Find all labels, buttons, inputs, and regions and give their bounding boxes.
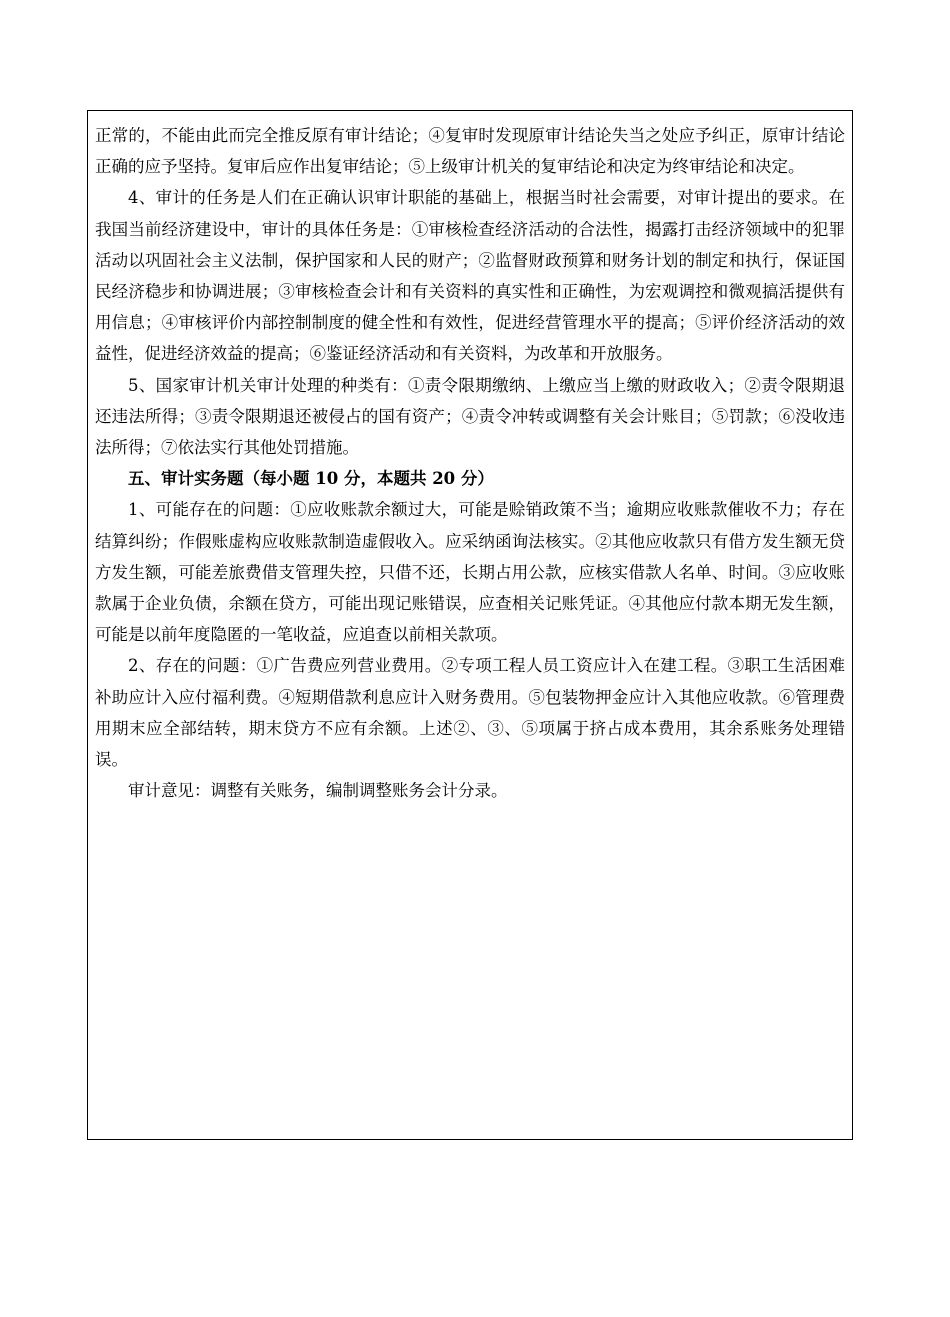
- paragraph-audit-penalties: 5、国家审计机关审计处理的种类有：①责令限期缴纳、上缴应当上缴的财政收入；②责令限期退还违法所得；③责令限期退还被侵占的国有资产；④责令冲转或调整有关会计账目；⑤罚款；⑥没收违法所得；⑦依法实行其他处罚措施。: [95, 375, 845, 458]
- paragraph-audit-opinion: 审计意见：调整有关账务，编制调整账务会计分录。: [128, 781, 508, 801]
- paragraph-audit-tasks: 4、审计的任务是人们在正确认识审计职能的基础上，根据当时社会需要，对审计提出的要求。在我国当前经济建设中，审计的具体任务是：①审核检查经济活动的合法性，揭露打击经济领域中的犯罪活动以巩固社会主义法制，保护国家和人民的财产；②监督财政预算和财务计划的制定和执行，保证国民经济稳步和协调进展；③审核检查会计和有关资料的真实性和正确性，为宏观调控和微观搞活提供有用信息；④审核评价内部控制制度的健全性和有效性，促进经营管理水平的提高；⑤评价经济活动的效益性，促进经济效益的提高；⑥鉴证经济活动和有关资料，为改革和开放服务。: [95, 188, 845, 364]
- paragraph-practice-1: 1、可能存在的问题：①应收账款余额过大，可能是赊销政策不当；逾期应收账款催收不力；存在结算纠纷；作假账虚构应收账款制造虚假收入。应采纳函询法核实。②其他应收款只有借方发生额无贷方发生额，可能差旅费借支管理失控，只借不还，长期占用公款，应核实借款人名单、时间。③应收账款属于企业负债，余额在贷方，可能出现记账错误，应查相关记账凭证。④其他应付款本期无发生额，可能是以前年度隐匿的一笔收益，应追查以前相关款项。: [95, 500, 845, 645]
- paragraph-practice-2: 2、存在的问题：①广告费应列营业费用。②专项工程人员工资应计入在建工程。③职工生活困难补助应计入应付福利费。④短期借款利息应计入财务费用。⑤包装物押金应计入其他应收款。⑥管理费用期末应全部结转，期末贷方不应有余额。上述②、③、⑤项属于挤占成本费用，其余系账务处理错误。: [95, 656, 845, 770]
- answer-content: [95, 120, 845, 806]
- paragraph-continuation: 正常的，不能由此而完全推反原有审计结论；④复审时发现原审计结论失当之处应予纠正，原审计结论正确的应予坚持。复审后应作出复审结论；⑤上级审计机关的复审结论和决定为终审结论和决定。: [95, 126, 845, 177]
- section-heading-practice: 五、审计实务题（每小题 10 分，本题共 20 分）: [128, 469, 494, 489]
